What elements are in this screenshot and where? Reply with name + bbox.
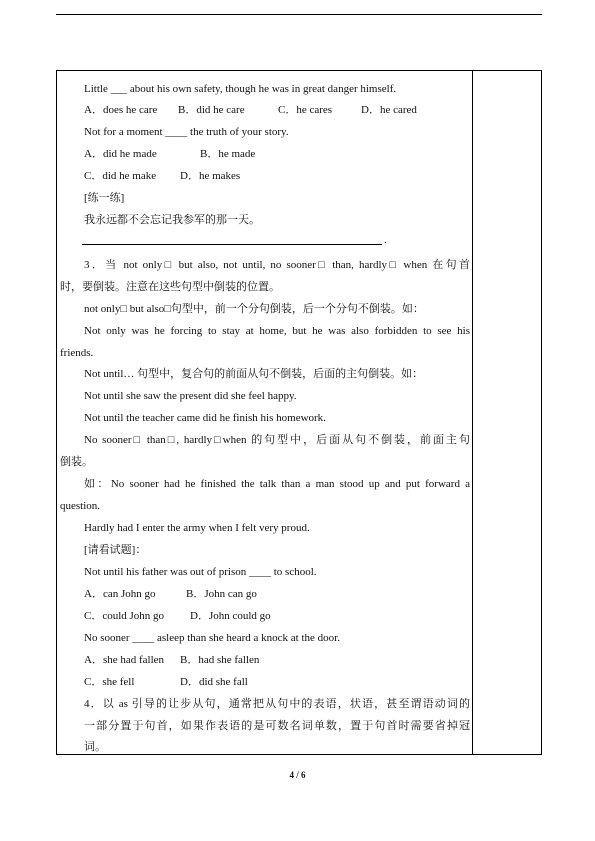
point-4-line-3: 词。: [84, 741, 106, 753]
nosooner-rule-line-1: No sooner□ than□, hardly□when 的句型中，后面从句不倒装，前面主句: [84, 434, 470, 446]
question-2: Not for a moment ____ the truth of your story.: [84, 126, 289, 138]
notonly-rule: not only□ but also□句型中，前一个分句倒装，后一个分句不倒装。如：: [84, 303, 424, 315]
q1-option-a: A．does he care: [84, 104, 158, 116]
q4-option-b: B．had she fallen: [180, 654, 260, 666]
practice-label: [练一练]: [84, 192, 125, 204]
nosooner-example-line-2: question.: [60, 500, 101, 512]
notuntil-example-1: Not until she saw the present did she feel happy.: [84, 390, 297, 402]
nosooner-rule-line-2: 倒装。: [60, 456, 93, 468]
nosooner-example-line-1: 如：No sooner had he finished the talk than a man stood up and put forward a: [84, 478, 470, 490]
q4-option-c: C．she fell: [84, 676, 135, 688]
q1-option-d: D．he cared: [361, 104, 417, 116]
point-3-line-2: 时，要倒装。注意在这些句型中倒装的位置。: [60, 281, 280, 293]
notuntil-rule: Not until… 句型中，复合句的前面从句不倒装，后面的主句倒装。如：: [84, 368, 424, 380]
q3-option-a: A．can John go: [84, 588, 156, 600]
notonly-example-line-1: Not only was he forcing to stay at home, but he was also forbidden to see his: [84, 325, 470, 337]
question-4: No sooner ____ asleep than she heard a knock at the door.: [84, 632, 340, 644]
notuntil-example-2: Not until the teacher came did he finish his homework.: [84, 412, 326, 424]
table-column-divider: [472, 70, 473, 755]
q2-option-a: A．did he made: [84, 148, 157, 160]
top-rule: [56, 14, 542, 15]
question-3: Not until his father was out of prison ____ to school.: [84, 566, 317, 578]
practice-sentence: 我永远都不会忘记我参军的那一天。: [84, 214, 260, 226]
hardly-example: Hardly had I enter the army when I felt very proud.: [84, 522, 310, 534]
question-1: Little ___ about his own safety, though he was in great danger himself.: [84, 83, 397, 95]
q3-option-b: B．John can go: [186, 588, 257, 600]
notonly-example-line-2: friends.: [60, 347, 94, 359]
answer-blank-line[interactable]: [82, 244, 382, 245]
point-4-line-2: 一部分置于句首，如果作表语的是可数名词单数，置于句首时需要省掉冠: [84, 720, 470, 732]
blank-period: .: [384, 234, 387, 246]
point-3-line-1: 3．当 not only□ but also, not until, no sooner□ than, hardly□ when 在句首: [84, 259, 470, 271]
q4-option-a: A．she had fallen: [84, 654, 165, 666]
try-label: [请看试题]：: [84, 544, 147, 556]
q3-option-d: D．John could go: [190, 610, 271, 622]
q2-option-c: C．did he make: [84, 170, 157, 182]
q3-option-c: C．could John go: [84, 610, 165, 622]
q1-option-b: B．did he care: [178, 104, 245, 116]
q4-option-d: D．did she fall: [180, 676, 248, 688]
page-number: 4 / 6: [289, 770, 306, 780]
q2-option-b: B．he made: [200, 148, 256, 160]
q2-option-d: D．he makes: [180, 170, 241, 182]
point-4-line-1: 4．以 as 引导的让步从句，通常把从句中的表语，状语，甚至谓语动词的: [84, 698, 470, 710]
q1-option-c: C．he cares: [278, 104, 333, 116]
